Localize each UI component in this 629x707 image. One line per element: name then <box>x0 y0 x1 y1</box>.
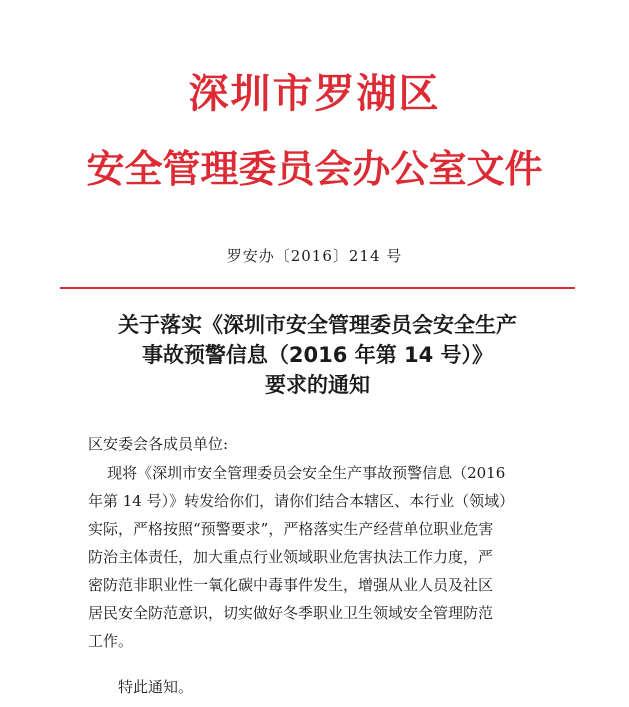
issuing-authority-line1: 深圳市罗湖区 <box>188 71 441 117</box>
document-title <box>40 310 595 400</box>
body-line: 现将《深圳市安全管理委员会安全生产事故预警信息（2016 <box>88 464 506 482</box>
body-line: 实际，严格按照“预警要求”，严格落实生产经营单位职业危害 <box>88 520 494 538</box>
addressee: 区安委会各成员单位: <box>88 435 229 453</box>
body-line: 工作。 <box>88 632 134 650</box>
issuing-authority-line2: 安全管理委员会办公室文件 <box>86 147 543 191</box>
title-line-1: 关于落实《深圳市安全管理委员会安全生产 <box>118 313 517 337</box>
red-divider-line <box>60 287 575 289</box>
body-text <box>88 459 586 655</box>
body-line: 防治主体责任，加大重点行业领域职业危害执法工作力度，严 <box>88 548 494 566</box>
body-line: 密防范非职业性一氧化碳中毒事件发生，增强从业人员及社区 <box>88 576 494 594</box>
body-line: 居民安全防范意识，切实做好冬季职业卫生领域安全管理防范 <box>88 604 494 622</box>
title-line-2: 事故预警信息（2016 年第 14 号）》 <box>141 343 494 367</box>
body-line: 年第 14 号）》转发给你们，请你们结合本辖区、本行业（领域） <box>88 492 515 510</box>
closing-text: 特此通知。 <box>118 678 194 696</box>
document-number: 罗安办〔2016〕214 号 <box>226 247 403 265</box>
title-line-3: 要求的通知 <box>265 373 370 397</box>
